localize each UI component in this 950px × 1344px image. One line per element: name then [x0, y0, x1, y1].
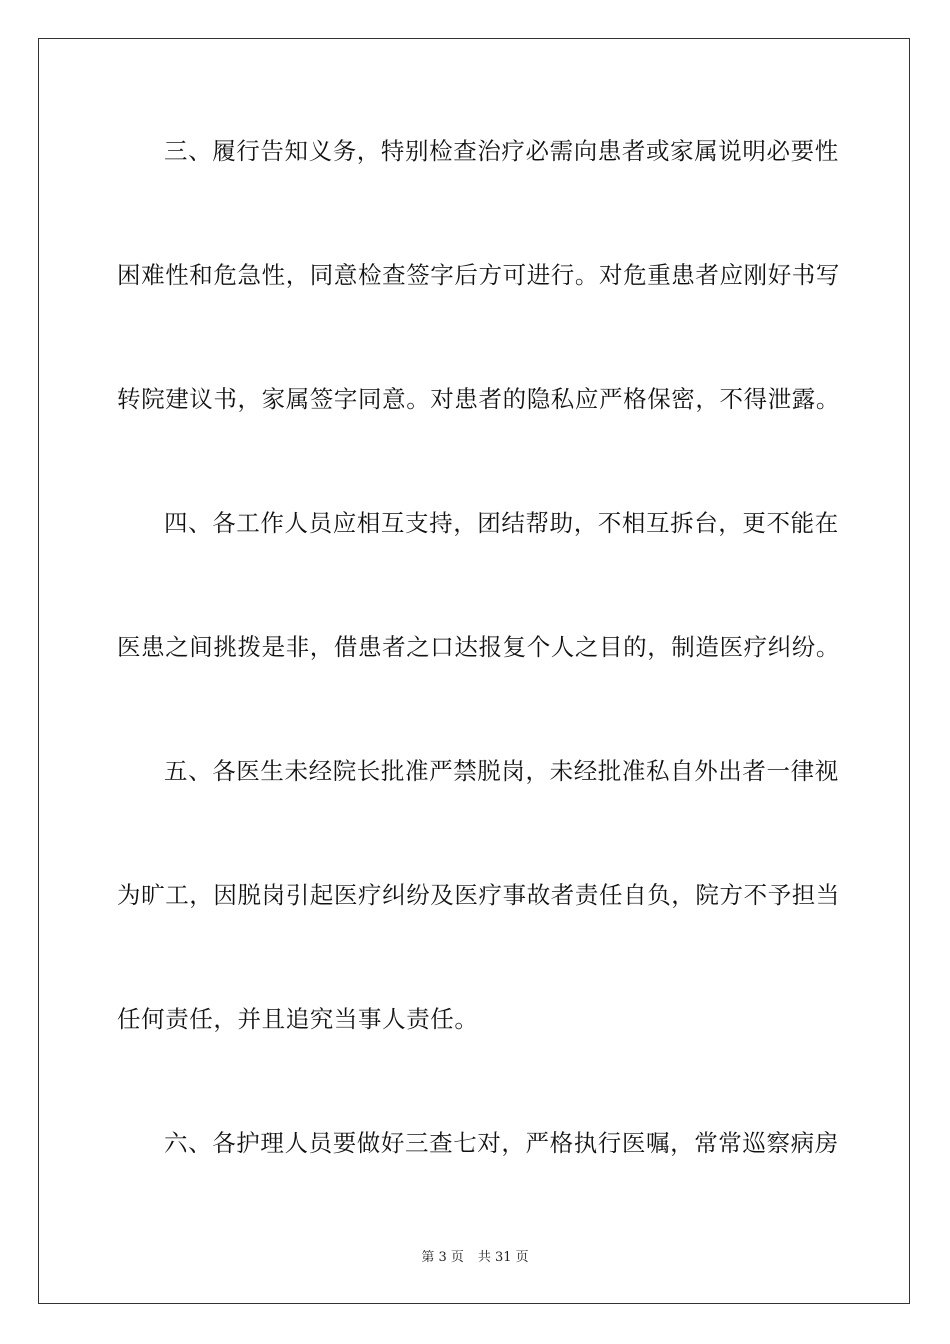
page-border: [38, 38, 910, 1304]
paragraph-4-line-1: 四、各工作人员应相互支持，团结帮助，不相互拆台，更不能在: [164, 509, 839, 537]
paragraph-6-line-1: 六、各护理人员要做好三查七对，严格执行医嘱，常常巡察病房: [164, 1129, 839, 1157]
paragraph-3-line-3: 转院建议书，家属签字同意。对患者的隐私应严格保密，不得泄露。: [117, 385, 840, 413]
paragraph-5-line-1: 五、各医生未经院长批准严禁脱岗，未经批准私自外出者一律视: [164, 757, 839, 785]
page-total: 共 31 页: [477, 1250, 529, 1265]
paragraph-3-line-2: 困难性和危急性，同意检查签字后方可进行。对危重患者应刚好书写: [117, 261, 840, 289]
paragraph-5-line-3: 任何责任，并且追究当事人责任。: [117, 1005, 479, 1033]
page-footer: [0, 1246, 950, 1265]
paragraph-4-line-2: 医患之间挑拨是非，借患者之口达报复个人之目的，制造医疗纠纷。: [117, 633, 840, 661]
page-number: 第 3 页: [421, 1250, 464, 1265]
paragraph-5-line-2: 为旷工，因脱岗引起医疗纠纷及医疗事故者责任自负，院方不予担当: [117, 881, 840, 909]
paragraph-3-line-1: 三、履行告知义务，特别检查治疗必需向患者或家属说明必要性: [164, 137, 839, 165]
